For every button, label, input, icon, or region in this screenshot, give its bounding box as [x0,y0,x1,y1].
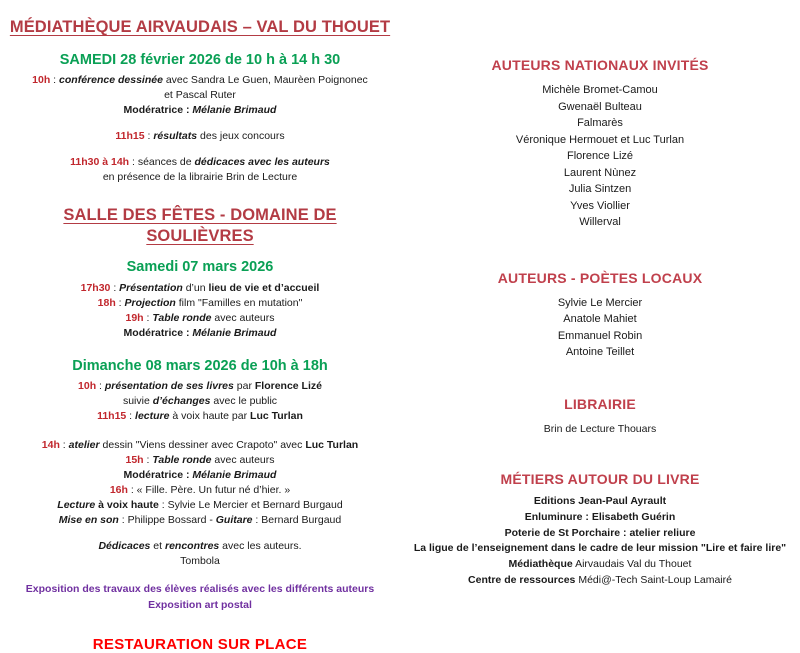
list-poetes-locaux [410,295,790,361]
schedule-line [8,453,392,468]
line-rest: à voix haute par [169,410,251,423]
list-item: Florence Lizé [566,150,634,163]
schedule-line [8,409,392,424]
trade-rest: Médi@-Tech Saint-Loup Lamairé [575,573,732,586]
line-bold-tail: Luc Turlan [305,439,359,452]
moderator-name: Mélanie Brimaud [192,104,277,117]
list-auteurs-nationaux [410,82,790,231]
list-item: Anatole Mahiet [563,313,637,326]
time-label: 17h30 [80,282,111,294]
date-heading-samedi-28-fevrier: SAMEDI 28 février 2026 de 10 h à 14 h 30 [59,51,341,68]
schedule-line-moderatrice [8,326,392,341]
line-rest-2: : Bernard Burgaud [252,513,342,526]
line-rest: film "Familles en mutation" [175,296,303,309]
heading-auteurs-poetes-locaux: AUTEURS - POÈTES LOCAUX [497,269,703,286]
emphasis: Projection [124,296,176,309]
moderator-label: Modératrice : [123,326,193,339]
separator: : [129,156,138,169]
trade-bold: Editions Jean-Paul Ayrault [533,495,667,507]
list-metiers-du-livre [410,494,790,589]
schedule-line [8,483,392,498]
time-label: 19h [125,311,144,324]
date-heading-samedi-07-mars: Samedi 07 mars 2026 [126,259,274,276]
emphasis: Table ronde [152,311,212,324]
moderator-name: Mélanie Brimaud [192,326,277,339]
line-rest: : Philippe Bossard - [118,513,216,526]
list-item: Laurent Nùnez [563,166,637,179]
schedule-line-mise-en-son [8,513,392,528]
line-bold-tail: Florence Lizé [254,380,322,393]
time-label: 11h15 [115,130,145,143]
line-bold-mid: à voix haute [95,498,159,511]
participants-column [400,0,800,589]
separator: : [115,296,125,309]
line-rest: des jeux concours [197,130,285,143]
librairie-name: Brin de Lecture Thouars [543,423,657,436]
exposition-line: Exposition art postal [148,598,252,611]
separator: : [143,454,153,467]
emphasis: Présentation [119,282,183,294]
schedule-line [8,438,392,453]
time-label: 10h [32,74,51,87]
time-label: 11h15 [97,410,127,423]
separator: : [126,410,136,423]
emphasis: Lecture [57,498,96,511]
list-item: Gwenaël Bulteau [558,100,642,113]
time-label: 18h [97,296,116,309]
schedule-line [8,379,392,394]
time-label: 14h [41,439,60,452]
line-rest: par [233,380,255,393]
schedule-line-moderatrice [8,468,392,483]
moderator-label: Modératrice : [123,104,193,117]
separator: : [110,282,120,294]
trade-bold: La ligue de l’enseignement dans le cadre de leur mission "Lire et faire lire" [413,542,787,555]
schedule-day3 [8,379,392,568]
schedule-day2 [8,281,392,341]
line-plain: en présence de la librairie Brin de Lecture [102,171,298,183]
emphasis-2: Guitare [215,513,253,526]
schedule-line [8,129,392,144]
list-item: Emmanuel Robin [557,329,643,342]
emphasis: résultats [153,130,198,143]
heading-auteurs-nationaux: AUTEURS NATIONAUX INVITÉS [491,57,709,73]
trade-rest: Airvaudais Val du Thouet [572,558,692,570]
trade-bold: Médiathèque [508,558,573,570]
emphasis-2: rencontres [164,539,220,552]
moderator-label: Modératrice : [123,469,193,481]
schedule-line [8,281,392,296]
emphasis: atelier [68,439,100,452]
emphasis: Table ronde [152,454,212,467]
list-item: Sylvie Le Mercier [557,296,643,309]
list-item [410,510,790,526]
separator: : [127,483,137,496]
time-label: 15h [125,454,144,467]
separator: : [144,130,154,143]
separator: : [143,311,153,324]
schedule-line-moderatrice [8,103,392,118]
line-pre: suivie [122,395,153,408]
moderator-name: Mélanie Brimaud [192,469,277,481]
line-rest: dessin "Viens dessiner avec Crapoto" avec [99,439,306,452]
list-item: Willerval [579,216,621,229]
list-item: Yves Viollier [570,199,630,212]
separator: : [59,439,69,452]
list-item: Véronique Hermouet et Luc Turlan [515,133,685,146]
line-plain: « Fille. Père. Un futur né d’hier. » [136,483,291,496]
schedule-line [8,394,392,409]
line-rest: avec auteurs [211,311,275,324]
list-item: Falmarès [577,117,623,130]
heading-metiers-autour-du-livre: MÉTIERS AUTOUR DU LIVRE [500,470,700,487]
schedule-line [8,155,392,170]
list-item [410,541,790,557]
schedule-line [8,170,392,185]
line-rest: : Sylvie Le Mercier et Bernard Burgaud [158,498,343,511]
emphasis: d’échanges [152,395,211,408]
schedule-line [8,88,392,103]
line-rest: avec le public [210,395,278,408]
line-rest: avec Sandra Le Guen, Maurèen Poignonec [162,74,368,87]
line-plain: et Pascal Ruter [164,89,236,102]
line-bold-tail: lieu de vie et d’accueil [208,282,320,294]
line-pre: séances de [137,156,195,169]
trade-bold: Poterie de St Porchaire : atelier reliure [504,526,696,539]
separator: : [96,380,105,393]
date-heading-dimanche-08-mars: Dimanche 08 mars 2026 de 10h à 18h [72,357,328,374]
exposition-line: Exposition des travaux des élèves réalisés avec les différents auteurs [25,583,375,596]
schedule-line [8,73,392,88]
venue-title-salle-des-fetes: SALLE DES FÊTES - DOMAINE DE SOULIÈVRES [63,205,337,245]
schedule-line [8,296,392,311]
emphasis: lecture [135,410,170,423]
list-item: Antoine Teillet [565,346,635,359]
emphasis: présentation de ses livres [104,380,234,393]
heading-librairie: LIBRAIRIE [564,395,636,412]
list-item [410,526,790,542]
line-bold-tail: Luc Turlan [250,410,303,423]
emphasis: conférence dessinée [59,74,163,87]
emphasis: Mise en son [58,513,119,526]
list-item [410,494,790,510]
trade-bold: Centre de ressources [468,573,576,586]
list-item: Julia Sintzen [568,183,632,196]
line-rest: et [150,539,165,552]
schedule-line [8,311,392,326]
line-rest: avec auteurs [211,454,275,467]
venue-title-mediatheque: MÉDIATHÈQUE AIRVAUDAIS – VAL DU THOUET [9,18,391,36]
emphasis: dédicaces avec les auteurs [194,156,330,169]
time-label: 11h30 à 14h [70,156,130,169]
list-item: Michèle Bromet-Camou [542,84,658,97]
line-plain: Tombola [180,554,220,567]
separator: : [50,74,60,87]
schedule-line-dedicaces [8,539,392,554]
schedule-line-lecture [8,498,392,513]
line-rest: d’un [182,282,209,294]
list-item [410,573,790,589]
schedule-line-tombola [8,554,392,569]
schedule-day1 [8,73,392,184]
line-rest-2: avec les auteurs. [219,539,302,552]
restauration-notice: RESTAURATION SUR PLACE [92,635,308,653]
trade-bold: Enluminure : Elisabeth Guérin [524,510,676,523]
time-label: 16h [109,483,128,496]
emphasis: Dédicaces [98,539,151,552]
time-label: 10h [78,380,97,393]
